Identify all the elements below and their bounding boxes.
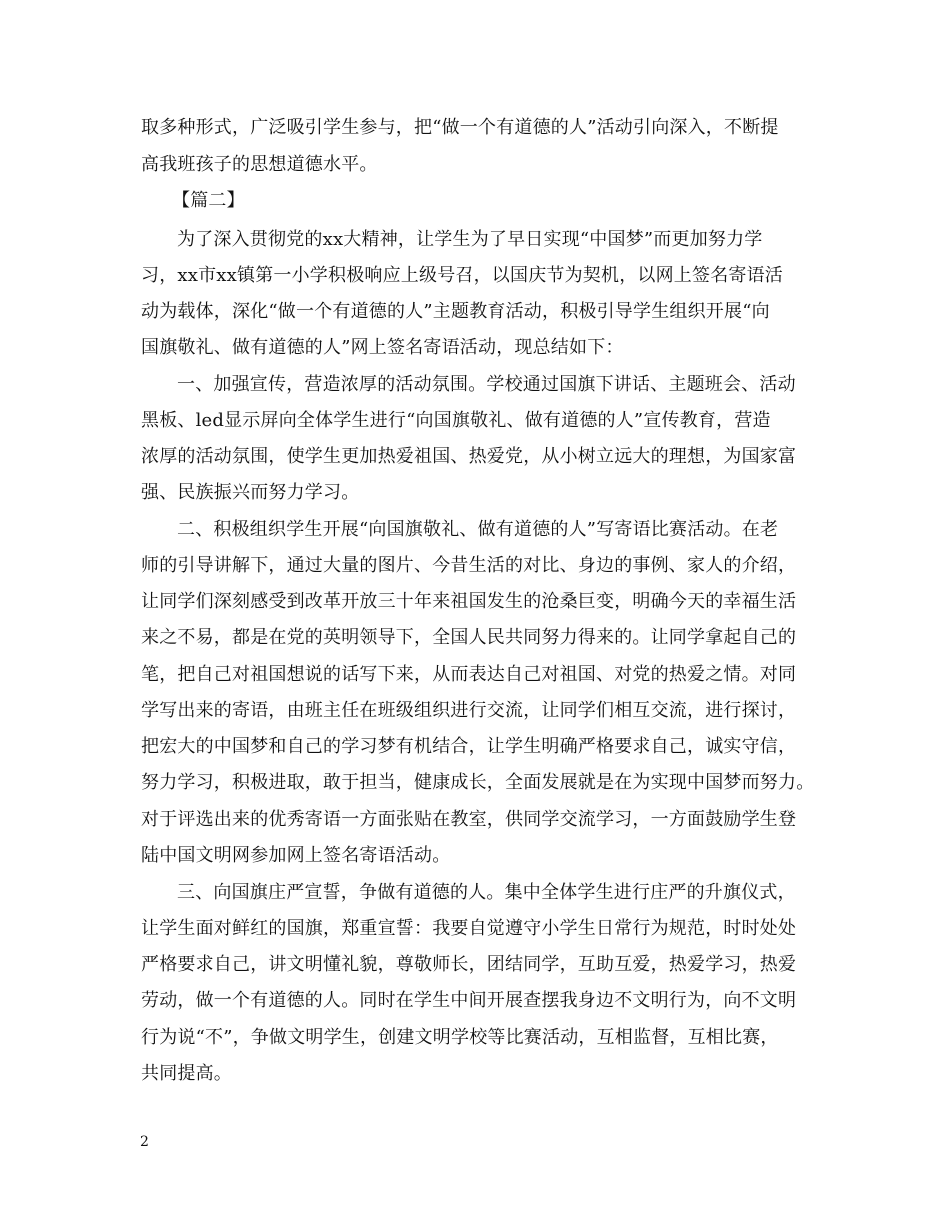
text-line-14: 让同学们深刻感受到改革开放三十年来祖国发生的沧桑巨变，明确今天的幸福生活 bbox=[141, 591, 797, 612]
text-line-16: 笔，把自己对祖国想说的话写下来，从而表达自己对祖国、对党的热爱之情。对同 bbox=[141, 664, 797, 685]
text-line-1: 取多种形式，广泛吸引学生参与，把“做一个有道德的人”活动引向深入，不断提 bbox=[141, 117, 779, 138]
text-line-6: 动为载体，深化“做一个有道德的人”主题教育活动，积极引导学生组织开展“向 bbox=[141, 301, 770, 322]
text-line-9: 黑板、led显示屏向全体学生进行“向国旗敬礼、做有道德的人”宣传教育，营造 bbox=[141, 410, 771, 431]
text-line-12: 二、积极组织学生开展“向国旗敬礼、做有道德的人”写寄语比赛活动。在老 bbox=[177, 519, 779, 540]
text-line-4: 为了深入贯彻党的xx大精神，让学生为了早日实现“中国梦”而更加努力学 bbox=[177, 229, 763, 250]
text-line-27: 共同提高。 bbox=[141, 1063, 232, 1084]
text-line-11: 强、民族振兴而努力学习。 bbox=[141, 482, 360, 503]
page-number: 2 bbox=[140, 1134, 149, 1150]
text-line-21: 陆中国文明网参加网上签名寄语活动。 bbox=[141, 845, 451, 866]
text-line-2: 高我班孩子的思想道德水平。 bbox=[141, 154, 378, 175]
text-line-10: 浓厚的活动氛围，使学生更加热爱祖国、热爱党，从小树立远大的理想，为国家富 bbox=[141, 446, 797, 467]
text-line-19: 努力学习，积极进取，敢于担当，健康成长，全面发展就是在为实现中国梦而努力。 bbox=[141, 772, 815, 793]
text-line-17: 学写出来的寄语，由班主任在班级组织进行交流，让同学们相互交流，进行探讨， bbox=[141, 700, 797, 721]
text-line-8: 一、加强宣传，营造浓厚的活动氛围。学校通过国旗下讲话、主题班会、活动 bbox=[177, 374, 796, 395]
text-line-22: 三、向国旗庄严宣誓，争做有道德的人。集中全体学生进行庄严的升旗仪式， bbox=[177, 882, 796, 903]
text-line-20: 对于评选出来的优秀寄语一方面张贴在教室，供同学交流学习，一方面鼓励学生登 bbox=[141, 809, 797, 830]
text-line-26: 行为说“不”，争做文明学生，创建文明学校等比赛活动，互相监督，互相比赛， bbox=[141, 1027, 779, 1048]
text-line-24: 严格要求自己，讲文明懂礼貌，尊敬师长，团结同学，互助互爱，热爱学习，热爱 bbox=[141, 954, 797, 975]
text-line-23: 让学生面对鲜红的国旗，郑重宣誓：我要自觉遵守小学生日常行为规范，时时处处 bbox=[141, 918, 797, 939]
text-line-5: 习，xx市xx镇第一小学积极响应上级号召，以国庆节为契机，以网上签名寄语活 bbox=[141, 265, 784, 286]
text-line-7: 国旗敬礼、做有道德的人”网上签名寄语活动，现总结如下： bbox=[141, 337, 624, 358]
text-line-15: 来之不易，都是在党的英明领导下，全国人民共同努力得来的。让同学拿起自己的 bbox=[141, 627, 797, 648]
text-line-18: 把宏大的中国梦和自己的学习梦有机结合，让学生明确严格要求自己，诚实守信， bbox=[141, 736, 797, 757]
section-heading: 【篇二】 bbox=[172, 190, 245, 211]
text-line-25: 劳动，做一个有道德的人。同时在学生中间开展查摆我身边不文明行为，向不文明 bbox=[141, 990, 797, 1011]
text-line-13: 师的引导讲解下，通过大量的图片、今昔生活的对比、身边的事例、家人的介绍， bbox=[141, 555, 797, 576]
